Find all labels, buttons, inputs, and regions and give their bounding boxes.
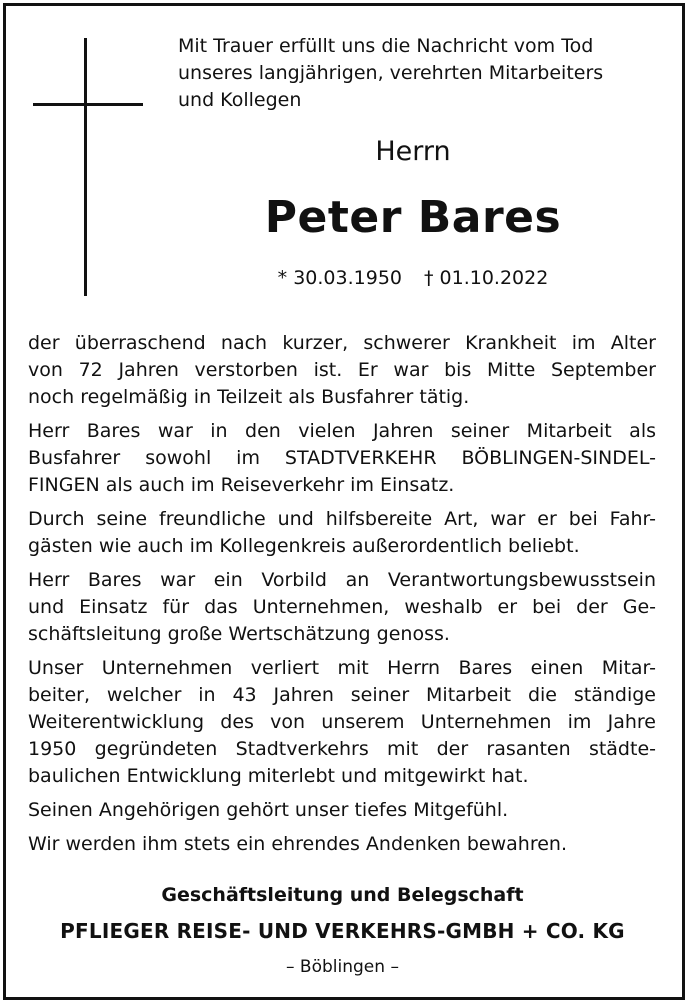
cross-icon [33, 38, 143, 296]
text-line: Seinen Angehörigen gehört unser tiefes Mitgefühl. [28, 799, 509, 821]
paragraph [28, 418, 656, 499]
text-line: FINGEN als auch im Reiseverkehr im Einsatz. [28, 474, 455, 496]
text-line: der überraschend nach kurzer, schwerer Krankheit im Alter [28, 332, 656, 354]
text-line: Busfahrer sowohl im STADTVERKEHR BÖBLINGEN-SINDEL- [28, 447, 656, 469]
text-line: noch regelmäßig in Teilzeit als Busfahrer tätig. [28, 386, 470, 408]
text-line: und Einsatz für das Unternehmen, weshalb er bei der Ge- [28, 596, 656, 618]
text-line: baulichen Entwicklung miterlebt und mitgewirkt hat. [28, 765, 529, 787]
text-line: Durch seine freundliche und hilfsbereite Art, war er bei Fahr- [28, 508, 656, 530]
text-line: schäftsleitung große Wertschätzung genoss. [28, 623, 450, 645]
intro-line: unseres langjährigen, verehrten Mitarbeiters [178, 62, 604, 84]
signature-staff: Geschäftsleitung und Belegschaft [161, 884, 524, 906]
cross-vertical-bar [84, 38, 87, 296]
notice-body [28, 330, 656, 865]
intro-text [178, 33, 668, 114]
birth-date: * 30.03.1950 [277, 267, 402, 289]
text-line: gästen wie auch im Kollegenkreis außerordentlich beliebt. [28, 535, 580, 557]
salutation: Herrn [375, 136, 451, 167]
intro-line: Mit Trauer erfüllt uns die Nachricht vom Tod [178, 35, 594, 57]
text-line: Wir werden ihm stets ein ehrendes Andenken bewahren. [28, 833, 567, 855]
paragraph [28, 831, 656, 858]
text-line: Herr Bares war ein Vorbild an Verantwortungsbewusstsein [28, 569, 656, 591]
intro-line: und Kollegen [178, 89, 302, 111]
deceased-name: Peter Bares [264, 192, 562, 243]
paragraph [28, 506, 656, 560]
cross-horizontal-bar [33, 103, 143, 106]
signature-company: PFLIEGER REISE- UND VERKEHRS-GMBH + CO. KG [60, 919, 625, 943]
paragraph [28, 567, 656, 648]
text-line: von 72 Jahren verstorben ist. Er war bis Mitte September [28, 359, 656, 381]
text-line: Unser Unternehmen verliert mit Herrn Bares einen Mitar- [28, 657, 656, 679]
paragraph [28, 655, 656, 790]
life-dates [178, 265, 648, 291]
text-line: Herr Bares war in den vielen Jahren seiner Mitarbeit als [28, 420, 656, 442]
text-line: 1950 gegründeten Stadtverkehrs mit der rasanten städte- [28, 738, 656, 760]
paragraph [28, 330, 656, 411]
signature-location: – Böblingen – [286, 957, 399, 977]
text-line: beiter, welcher in 43 Jahren seiner Mitarbeit die ständige [28, 684, 656, 706]
paragraph [28, 797, 656, 824]
death-date: † 01.10.2022 [424, 267, 549, 289]
text-line: Weiterentwicklung des von unserem Unternehmen im Jahre [28, 711, 656, 733]
